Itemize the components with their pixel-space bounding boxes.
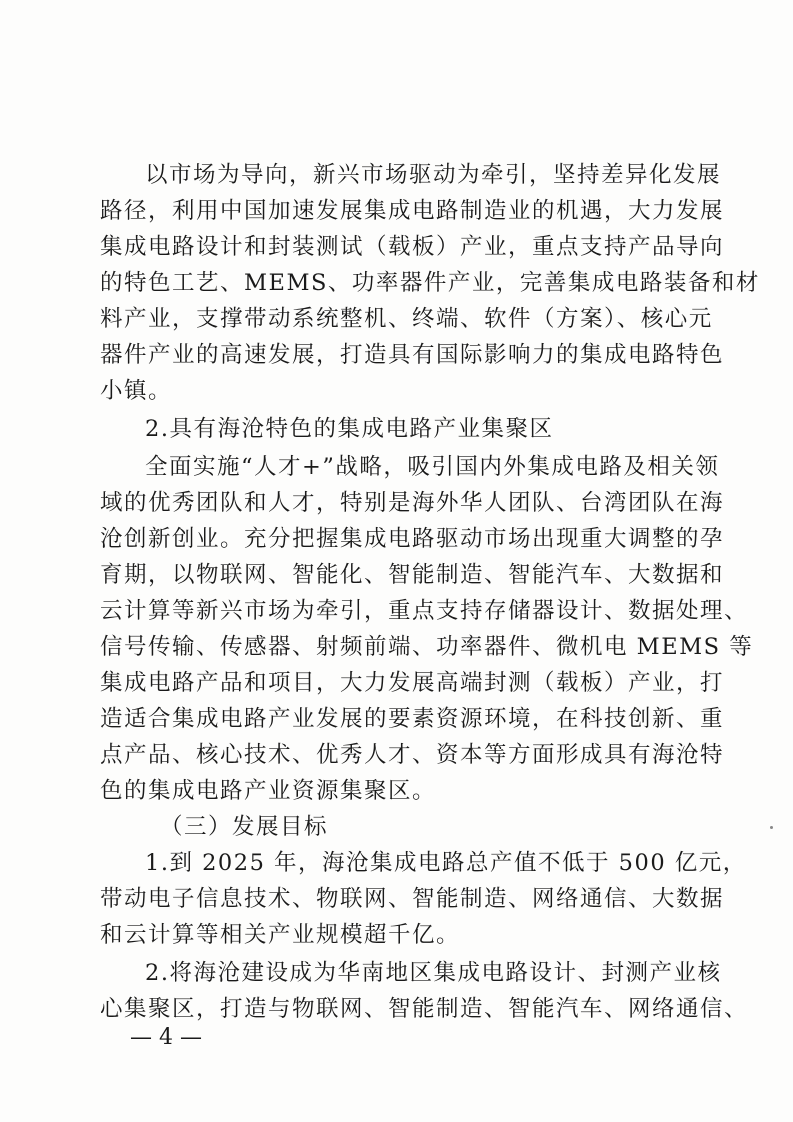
paragraph-line: 域的优秀团队和人才，特别是海外华人团队、台湾团队在海 xyxy=(100,490,725,516)
paragraph-line: 信号传输、传感器、射频前端、功率器件、微机电 MEMS 等 xyxy=(100,634,754,660)
scan-speck xyxy=(770,826,773,829)
paragraph-line: 以市场为导向，新兴市场驱动为牵引，坚持差异化发展 xyxy=(145,162,722,188)
paragraph-line: 心集聚区，打造与物联网、智能制造、智能汽车、网络通信、 xyxy=(100,996,749,1022)
paragraph-line: 料产业，支撑带动系统整机、终端、软件（方案）、核心元 xyxy=(100,306,713,332)
section-heading: 2.具有海沧特色的集成电路产业集聚区 xyxy=(145,416,554,442)
section-heading: （三）发展目标 xyxy=(160,814,329,840)
paragraph-line: 育期，以物联网、智能化、智能制造、智能汽车、大数据和 xyxy=(100,562,725,588)
paragraph-line: 带动电子信息技术、物联网、智能制造、网络通信、大数据 xyxy=(100,886,725,912)
paragraph-line: 点产品、核心技术、优秀人才、资本等方面形成具有海沧特 xyxy=(100,742,725,768)
paragraph-line: 和云计算等相关产业规模超千亿。 xyxy=(100,922,461,948)
paragraph-line: 集成电路设计和封装测试（载板）产业，重点支持产品导向 xyxy=(100,234,725,260)
paragraph-line: 沧创新创业。充分把握集成电路驱动市场出现重大调整的孕 xyxy=(100,526,725,552)
page-number: — 4 — xyxy=(130,1025,202,1050)
paragraph-line: 色的集成电路产业资源集聚区。 xyxy=(100,778,437,804)
paragraph-line: 云计算等新兴市场为牵引，重点支持存储器设计、数据处理、 xyxy=(100,598,749,624)
paragraph-line: 2.将海沧建设成为华南地区集成电路设计、封测产业核 xyxy=(145,960,722,986)
paragraph-line: 路径，利用中国加速发展集成电路制造业的机遇，大力发展 xyxy=(100,198,725,224)
paragraph-line: 的特色工艺、MEMS、功率器件产业，完善集成电路装备和材 xyxy=(100,270,760,296)
paragraph-line: 器件产业的高速发展，打造具有国际影响力的集成电路特色 xyxy=(100,342,725,368)
paragraph-line: 小镇。 xyxy=(100,378,173,404)
paragraph-line: 集成电路产品和项目，大力发展高端封测（载板）产业，打 xyxy=(100,670,725,696)
paragraph-line: 1.到 2025 年，海沧集成电路总产值不低于 500 亿元， xyxy=(145,850,747,876)
paragraph-line: 全面实施“人才+”战略，吸引国内外集成电路及相关领 xyxy=(145,454,720,480)
paragraph-line: 造适合集成电路产业发展的要素资源环境，在科技创新、重 xyxy=(100,706,725,732)
